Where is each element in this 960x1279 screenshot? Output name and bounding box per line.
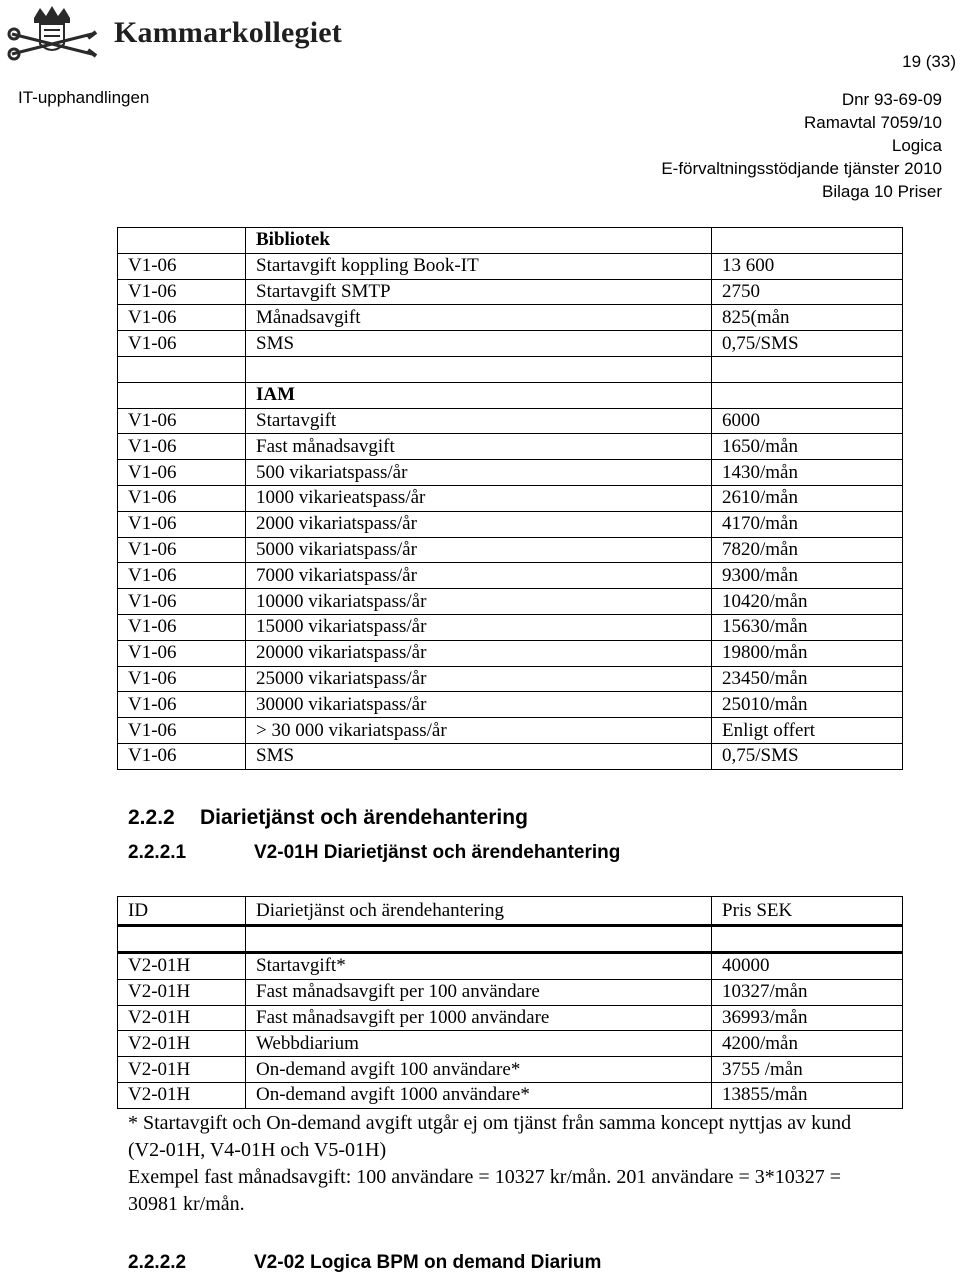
table-row [118, 692, 903, 718]
table-row [118, 537, 903, 563]
cell-price [712, 382, 903, 408]
cell-id: V1-06 [118, 589, 246, 615]
table-row [118, 1005, 903, 1031]
cell-price: 13855/mån [712, 1082, 903, 1108]
cell-desc: On-demand avgift 1000 användare* [246, 1082, 712, 1108]
header-appendix: Bilaga 10 Priser [821, 182, 942, 201]
cell-price: 4200/mån [712, 1031, 903, 1057]
cell-price: 0,75/SMS [712, 743, 903, 769]
cell-id: V1-06 [118, 743, 246, 769]
table-row [118, 305, 903, 331]
cell-price: 10420/mån [712, 589, 903, 615]
cell-price: 36993/mån [712, 1005, 903, 1031]
table-row [118, 718, 903, 744]
cell-id: V1-06 [118, 460, 246, 486]
cell-id: V2-01H [118, 979, 246, 1005]
table-row [118, 279, 903, 305]
cell-desc: SMS [246, 743, 712, 769]
cell-id: V1-06 [118, 485, 246, 511]
cell-price: 4170/mån [712, 511, 903, 537]
cell-id: V1-06 [118, 666, 246, 692]
cell-desc: Fast månadsavgift per 100 användare [246, 979, 712, 1005]
cell-desc: Fast månadsavgift per 1000 användare [246, 1005, 712, 1031]
cell-price: 25010/mån [712, 692, 903, 718]
cell-desc: Startavgift SMTP [246, 279, 712, 305]
cell-desc: On-demand avgift 100 användare* [246, 1057, 712, 1083]
cell-price: 15630/mån [712, 614, 903, 640]
header-ramavtal: Ramavtal 7059/10 [804, 113, 942, 132]
header-right [661, 88, 942, 203]
cell-price [712, 356, 903, 382]
cell-price: Enligt offert [712, 718, 903, 744]
cell-price: 10327/mån [712, 979, 903, 1005]
cell-price: 9300/mån [712, 563, 903, 589]
cell-price: 7820/mån [712, 537, 903, 563]
table-row [118, 356, 903, 382]
cell-price: 2610/mån [712, 485, 903, 511]
table-row [118, 434, 903, 460]
section-number: 2.2.2 [128, 806, 175, 829]
cell-desc: 20000 vikariatspass/år [246, 640, 712, 666]
cell-price: 19800/mån [712, 640, 903, 666]
cell-id: V1-06 [118, 692, 246, 718]
table-row [118, 331, 903, 357]
table-row [118, 460, 903, 486]
table-row [118, 563, 903, 589]
notes [128, 1110, 858, 1218]
cell-id [118, 356, 246, 382]
section-heading-2-2-2-1 [128, 842, 620, 864]
cell-id: V1-06 [118, 563, 246, 589]
cell-id: V1-06 [118, 511, 246, 537]
cell-id [118, 228, 246, 254]
cell-price: 23450/mån [712, 666, 903, 692]
cell-id: V2-01H [118, 1031, 246, 1057]
page-number: 19 (33) [902, 52, 956, 71]
table-row [118, 253, 903, 279]
cell-price [712, 228, 903, 254]
header-id: ID [118, 897, 246, 926]
price-table-v2-01h [117, 896, 903, 1109]
table-row [118, 743, 903, 769]
cell-desc: 7000 vikariatspass/år [246, 563, 712, 589]
table-row [118, 589, 903, 615]
cell-id: V2-01H [118, 1057, 246, 1083]
table-row [118, 382, 903, 408]
cell-id: V2-01H [118, 1082, 246, 1108]
table-row [118, 1082, 903, 1108]
cell-id: V1-06 [118, 279, 246, 305]
section-heading-2-2-2-2 [128, 1252, 601, 1274]
cell-desc: > 30 000 vikariatspass/år [246, 718, 712, 744]
cell-desc: Månadsavgift [246, 305, 712, 331]
cell-price: 825(mån [712, 305, 903, 331]
section-title: Diarietjänst och ärendehantering [200, 806, 528, 829]
cell-price: 0,75/SMS [712, 331, 903, 357]
cell-price: 13 600 [712, 253, 903, 279]
cell-desc: 5000 vikariatspass/år [246, 537, 712, 563]
cell-desc: Startavgift [246, 408, 712, 434]
cell-price: 6000 [712, 408, 903, 434]
cell-price: 1430/mån [712, 460, 903, 486]
cell-desc: Webbdiarium [246, 1031, 712, 1057]
header-desc: Diarietjänst och ärendehantering [246, 897, 712, 926]
subsection-title: V2-02 Logica BPM on demand Diarium [254, 1252, 602, 1273]
header-supplier: Logica [891, 136, 942, 155]
table-row [118, 614, 903, 640]
cell-desc: IAM [246, 382, 712, 408]
price-table-v1-06 [117, 227, 903, 770]
crown-emblem-icon [6, 4, 106, 68]
cell-desc: SMS [246, 331, 712, 357]
cell-desc [246, 356, 712, 382]
table-row [118, 666, 903, 692]
cell-price: 3755 /mån [712, 1057, 903, 1083]
cell-desc: 1000 vikarieatspass/år [246, 485, 712, 511]
cell-desc: 500 vikariatspass/år [246, 460, 712, 486]
header-price: Pris SEK [712, 897, 903, 926]
cell-id: V1-06 [118, 537, 246, 563]
cell-id: V1-06 [118, 614, 246, 640]
header-contract: E-förvaltningsstödjande tjänster 2010 [661, 159, 942, 178]
table-row [118, 1057, 903, 1083]
table-row [118, 1031, 903, 1057]
cell-desc: 15000 vikariatspass/år [246, 614, 712, 640]
cell-id [118, 382, 246, 408]
cell-price: 2750 [712, 279, 903, 305]
subsection-number: 2.2.2.1 [128, 842, 187, 863]
table-header-row [118, 897, 903, 926]
table-row [118, 485, 903, 511]
table-row [118, 228, 903, 254]
cell-id: V1-06 [118, 331, 246, 357]
brand-name: Kammarkollegiet [114, 16, 342, 49]
table-row [118, 640, 903, 666]
subsection-number: 2.2.2.2 [128, 1252, 187, 1273]
cell-id: V1-06 [118, 253, 246, 279]
cell-id: V2-01H [118, 953, 246, 980]
cell-id: V1-06 [118, 718, 246, 744]
cell-price: 40000 [712, 953, 903, 980]
cell-desc: 30000 vikariatspass/år [246, 692, 712, 718]
header-left: IT-upphandlingen [18, 88, 150, 107]
cell-desc: Startavgift koppling Book-IT [246, 253, 712, 279]
table-row [118, 953, 903, 980]
cell-desc: Bibliotek [246, 228, 712, 254]
cell-desc: 10000 vikariatspass/år [246, 589, 712, 615]
cell-id: V1-06 [118, 408, 246, 434]
section-heading-2-2-2 [128, 806, 528, 830]
cell-desc: Startavgift* [246, 953, 712, 980]
cell-id: V2-01H [118, 1005, 246, 1031]
example-text: Exempel fast månadsavgift: 100 användare = 10327 kr/mån. 201 användare = 3*10327 = 30981 kr/mån. [128, 1166, 842, 1215]
table-row [118, 511, 903, 537]
kammarkollegiet-logo [6, 4, 342, 68]
cell-id: V1-06 [118, 434, 246, 460]
table-row [118, 408, 903, 434]
cell-id: V1-06 [118, 305, 246, 331]
table-row [118, 979, 903, 1005]
cell-price: 1650/mån [712, 434, 903, 460]
footnote: * Startavgift och On-demand avgift utgår ej om tjänst från samma koncept nyttjas av kund (V2-01H, V4-01H och V5-01H) [128, 1112, 852, 1161]
blank-row [118, 926, 903, 953]
cell-desc: Fast månadsavgift [246, 434, 712, 460]
cell-desc: 2000 vikariatspass/år [246, 511, 712, 537]
cell-id: V1-06 [118, 640, 246, 666]
header-dnr: Dnr 93-69-09 [841, 90, 942, 109]
cell-desc: 25000 vikariatspass/år [246, 666, 712, 692]
subsection-title: V2-01H Diarietjänst och ärendehantering [254, 842, 621, 863]
